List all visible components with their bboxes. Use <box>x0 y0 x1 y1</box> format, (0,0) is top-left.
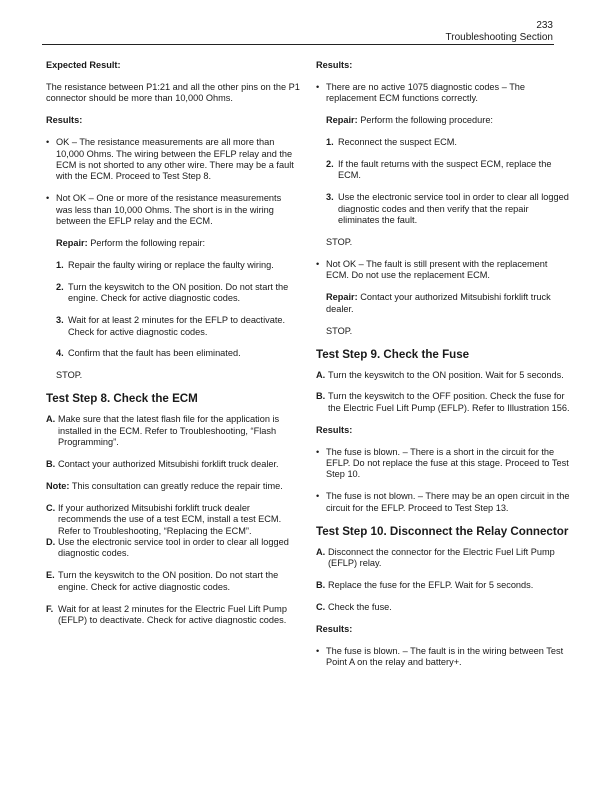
header-rule <box>42 44 554 45</box>
repair-text: Perform the following repair: <box>87 237 206 248</box>
step8-b <box>46 459 300 470</box>
step-text: Check the fuse. <box>328 601 392 612</box>
page-number: 233 <box>536 20 553 31</box>
step8-e <box>46 570 300 593</box>
step-text: If your authorized Mitsubishi forklift truck dealer recommends the use of a test ECM, install a test ECM. Refer to Troubleshooting, “Replacing the ECM”. <box>58 502 282 536</box>
result-fuse-not-blown: • The fuse is not blown. – There may be an open circuit in the circuit for the EFLP. Proceed to Test Step 13. <box>316 491 570 514</box>
step10-a <box>316 547 570 570</box>
test-step-9-heading: Test Step 9. Check the Fuse <box>316 347 470 361</box>
step-letter: A. <box>316 546 326 557</box>
repair-line <box>316 292 570 315</box>
step8-d <box>46 537 300 560</box>
repair-step-2 <box>46 282 300 305</box>
step-text: Wait for at least 2 minutes for the EFLP to deactivate. Check for active diagnostic codes. <box>68 315 286 337</box>
step-text: Make sure that the latest flash file for the application is installed in the ECM. Refer to Troubleshooting, “Flash Programming”. <box>58 414 280 448</box>
step9-b <box>316 391 570 414</box>
step-text: Reconnect the suspect ECM. <box>338 137 457 148</box>
step-text: Confirm that the fault has been eliminated. <box>68 348 241 359</box>
step-number: 3. <box>326 192 334 203</box>
step-number: 2. <box>326 159 334 170</box>
note <box>46 481 300 492</box>
stop-text: STOP. <box>326 237 353 248</box>
repair-step-1 <box>46 260 300 271</box>
step-text: If the fault returns with the suspect ECM, replace the ECM. <box>338 159 552 181</box>
stop-text: STOP. <box>326 325 353 336</box>
repair-label: Repair: <box>326 115 358 126</box>
results-heading: Results: <box>316 623 353 634</box>
step-number: 2. <box>56 281 64 292</box>
step-letter: D. <box>46 536 56 547</box>
step-text: Turn the keyswitch to the OFF position. Check the fuse for the Electric Fuel Lift Pump (EFLP). Refer to Illustration 156. <box>328 391 570 413</box>
result-fuse-blown-2: • The fuse is blown. – The fault is in the wiring between Test Point A on the relay and battery+. <box>316 646 570 669</box>
step-letter: F. <box>46 603 54 614</box>
step-letter: B. <box>316 579 326 590</box>
result-ok: • OK – The resistance measurements are all more than 10,000 Ohms. The wiring between the EFLP relay and the ECM is not shorted to any other wire. There may be a fault with the ECM. Proceed to Test Step 8. <box>46 137 300 183</box>
results-heading: Results: <box>316 424 353 435</box>
repair-label: Repair: <box>56 237 88 248</box>
test-step-10-heading: Test Step 10. Disconnect the Relay Connector <box>316 524 569 538</box>
repair-label: Repair: <box>326 292 358 303</box>
result-fuse-blown: • The fuse is blown. – There is a short in the circuit for the EFLP. Do not replace the fuse at this stage. Proceed to Test Step 10. <box>316 447 570 481</box>
step-text: Use the electronic service tool in order to clear all logged diagnostic codes and then verify that the repair eliminates the fault. <box>338 192 569 226</box>
result-not-ok: • Not OK – One or more of the resistance measurements was less than 10,000 Ohms. The short is in the wiring between the EFLP relay and the ECM. <box>46 193 300 227</box>
section-title: Troubleshooting Section <box>445 32 553 43</box>
step-text: Repair the faulty wiring or replace the faulty wiring. <box>68 259 274 270</box>
expected-result-text: The resistance between P1:21 and all the other pins on the P1 connector should be more than 10,000 Ohms. <box>46 81 300 104</box>
repair-text: Contact your authorized Mitsubishi forklift truck dealer. <box>326 292 551 314</box>
step-text: Turn the keyswitch to the ON position. Wait for 5 seconds. <box>328 369 564 380</box>
step-text: Wait for at least 2 minutes for the Electric Fuel Lift Pump (EFLP) to deactivate. Check for active diagnostic codes. <box>58 603 287 625</box>
result-not-ok: • Not OK – The fault is still present with the replacement ECM. Do not use the replacement ECM. <box>316 259 570 282</box>
step8-c <box>46 503 300 537</box>
step8-a <box>46 414 300 448</box>
results-heading: Results: <box>46 115 83 126</box>
step-text: Contact your authorized Mitsubishi forklift truck dealer. <box>58 458 279 469</box>
left-column <box>46 60 300 637</box>
procedure-step-3 <box>316 192 570 226</box>
step-text: Turn the keyswitch to the ON position. Do not start the engine. Check for active diagnostic codes. <box>68 281 289 304</box>
step-number: 4. <box>56 348 64 359</box>
note-text: This consultation can greatly reduce the repair time. <box>69 480 283 491</box>
step-letter: B. <box>316 391 326 402</box>
step-letter: C. <box>316 601 326 612</box>
step-text: Disconnect the connector for the Electric Fuel Lift Pump (EFLP) relay. <box>328 546 555 569</box>
step-letter: E. <box>46 570 55 581</box>
repair-text: Perform the following procedure: <box>357 115 493 126</box>
step-letter: C. <box>46 502 56 513</box>
step9-a <box>316 370 570 381</box>
test-step-8-heading: Test Step 8. Check the ECM <box>46 392 198 406</box>
result-no-codes: • There are no active 1075 diagnostic codes – The replacement ECM functions correctly. <box>316 82 570 105</box>
repair-step-4 <box>46 348 300 359</box>
step-number: 3. <box>56 315 64 326</box>
expected-result-heading: Expected Result: <box>46 60 121 70</box>
results-heading: Results: <box>316 60 353 70</box>
step10-b <box>316 580 570 591</box>
step-letter: A. <box>46 414 56 425</box>
step-text: Replace the fuse for the EFLP. Wait for 5 seconds. <box>328 579 534 590</box>
step-letter: B. <box>46 458 56 469</box>
step-text: Use the electronic service tool in order to clear all logged diagnostic codes. <box>58 536 289 559</box>
step-letter: A. <box>316 369 326 380</box>
procedure-step-2 <box>316 159 570 182</box>
step10-c <box>316 602 570 613</box>
stop-text: STOP. <box>56 370 83 381</box>
procedure-step-1 <box>316 137 570 148</box>
step-text: Turn the keyswitch to the ON position. Do not start the engine. Check for active diagnostic codes. <box>58 570 279 592</box>
repair-line <box>46 238 300 249</box>
step-number: 1. <box>326 137 334 148</box>
step8-f <box>46 604 300 627</box>
note-label: Note: <box>46 480 70 491</box>
step-number: 1. <box>56 259 64 270</box>
repair-line <box>316 115 570 126</box>
repair-step-3 <box>46 315 300 338</box>
right-column <box>316 60 570 679</box>
